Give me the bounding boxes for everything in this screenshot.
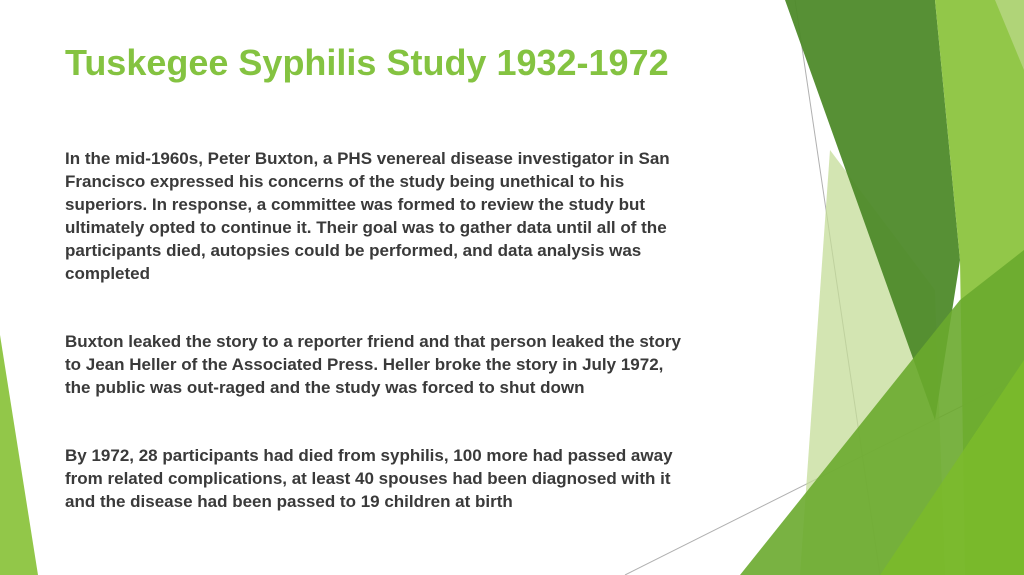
decor-left-sliver xyxy=(0,335,38,575)
slide-title: Tuskegee Syphilis Study 1932-1972 xyxy=(65,42,669,83)
paragraph-buxton-concerns: In the mid-1960s, Peter Buxton, a PHS venereal disease investigator in San Francisco expressed his concerns of the study being unethical to his superiors. In response, a committee was formed to review the study but ultimately opted to continue it. Their goal was to gather data until all of the participants died, autopsies could be performed, and data analysis was completed xyxy=(65,149,670,283)
slide-body xyxy=(65,147,765,513)
paragraph-story-leaked: Buxton leaked the story to a reporter friend and that person leaked the story to Jean Heller of the Associated Press. Heller broke the story in July 1972, the public was out-raged and the study was forced to shut down xyxy=(65,332,681,397)
paragraph-casualties: By 1972, 28 participants had died from syphilis, 100 more had passed away from related complications, at least 40 spouses had been diagnosed with it and the disease had been passed to 19 children at birth xyxy=(65,446,673,511)
